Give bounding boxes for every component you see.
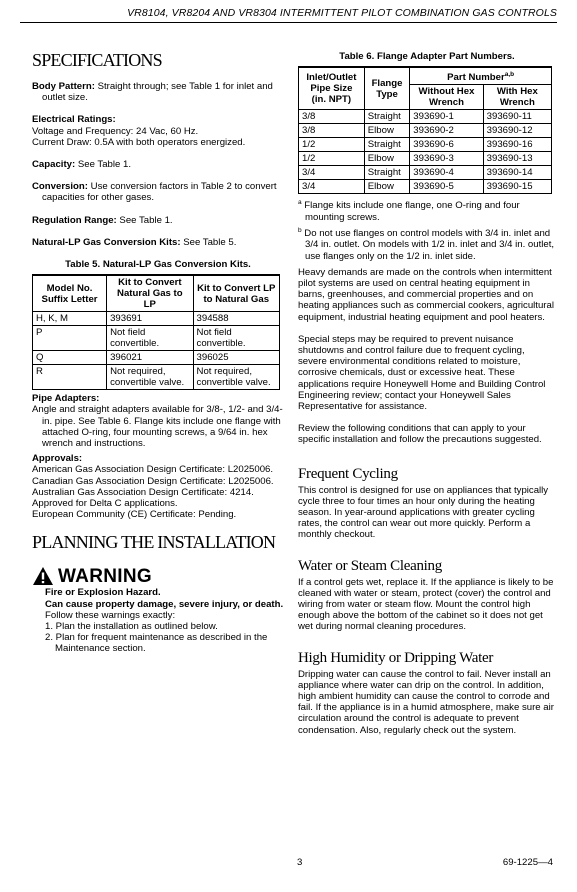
water-steam-heading: Water or Steam Cleaning [298,557,442,574]
spec-natural-lp-label: Natural-LP Gas Conversion Kits: [32,236,181,248]
table-row [33,312,280,326]
table-row [33,365,280,390]
table-cell: 393690-5 [410,180,483,194]
footnote-text: Flange kits include one flange, one O-ring and four mounting screws. [301,200,520,223]
spec-regulation-label: Regulation Range: [32,214,117,226]
warning-bold-line: Can cause property damage, severe injury, or death. [45,598,284,610]
table5-header-cell: Kit to Convert Natural Gas to LP [107,275,193,312]
table-cell: 393690-4 [410,166,483,180]
table-cell: Straight [364,166,410,180]
table-cell: 393690-11 [483,110,551,124]
humidity-heading: High Humidity or Dripping Water [298,649,494,666]
table-row [299,180,552,194]
warning-bold-line: Fire or Explosion Hazard. [45,587,161,599]
pipe-adapters [32,393,284,449]
left-column [32,28,284,655]
table5 [32,274,280,390]
page-number: 3 [297,857,303,868]
approvals-line: Approved for Delta C applications. [32,498,178,510]
table6-header-footnote-mark: a,b [504,71,515,79]
table6-header-row [299,67,552,85]
document-id: 69-1225—4 [502,857,553,868]
table-row [33,351,280,365]
table-cell: 393690-6 [410,138,483,152]
approvals-line: Australian Gas Association Design Certificate: 4214. [32,486,254,498]
approvals-line: Canadian Gas Association Design Certificate: L2025006. [32,475,274,487]
table-cell: 393690-14 [483,166,551,180]
table-cell: 393690-12 [483,124,551,138]
table-cell: 3/8 [299,110,365,124]
warning-body [32,587,284,654]
footnote-text: Do not use flanges on control models with 3/4 in. inlet and 3/4 in. outlet. On models with 1/2 in. inlet and 3/4 in. outlet, use flanges only on the 1/2 in. inlet side. [301,228,555,262]
table-cell: H, K, M [33,312,107,326]
spec-body-pattern-text: Straight through; see Table 1 for inlet and outlet size. [42,81,273,104]
table-cell: 1/2 [299,152,365,166]
table-cell: Elbow [364,180,410,194]
table6-header-part-number-text: Part Number [447,72,505,84]
table-cell: 394588 [193,312,279,326]
warning-list-item: 2. Plan for frequent maintenance as described in the Maintenance section. [45,632,268,655]
spec-electrical-line: Voltage and Frequency: 24 Vac, 60 Hz. [32,125,199,137]
table-cell: Straight [364,110,410,124]
table-cell: 393690-15 [483,180,551,194]
paragraph: Special steps may be required to prevent nuisance shutdowns and control failure due to frequent cycling, severe environmental conditions related to moisture, corrosive chemicals, dust or excessive heat. These applications require Honeywell Home and Building Control Engineering review; contact your Honeywell Sales Representative for assistance. [298,333,546,413]
spec-natural-lp-text: See Table 5. [183,236,237,248]
right-column [298,28,556,736]
table-cell: 393690-1 [410,110,483,124]
paragraph: Heavy demands are made on the controls when intermittent pilot systems are used on central heating equipment in barns, greenhouses, and commercial properties and on heating appliances such as commercial cookers, agricultural equipment, industrial heating equipment and pool heaters. [298,266,554,323]
table-row [33,326,280,351]
header-rule [20,22,557,23]
warning-title-row [32,566,284,586]
spec-natural-lp [32,237,284,248]
table-row [299,166,552,180]
spec-conversion-label: Conversion: [32,181,88,193]
table-cell: Not required, convertible valve. [107,365,193,390]
spec-regulation [32,215,284,226]
spec-electrical-line: Current Draw: 0.5A with both operators energized. [32,136,246,148]
table6-caption: Table 6. Flange Adapter Part Numbers. [339,51,515,62]
spec-conversion-text: Use conversion factors in Table 2 to convert capacities for other gases. [42,181,277,204]
table-row [299,138,552,152]
pipe-adapters-label: Pipe Adapters: [32,393,100,405]
table6-footnotes [298,197,556,261]
footnote-mark: a [298,199,302,207]
table-cell: 393690-2 [410,124,483,138]
table-cell: Straight [364,138,410,152]
spec-conversion [32,181,284,203]
spec-capacity-label: Capacity: [32,159,76,171]
table5-header-cell: Model No. Suffix Letter [33,275,107,312]
table-row [299,152,552,166]
approvals-label: Approvals: [32,453,83,465]
table-cell: 1/2 [299,138,365,152]
table6-header-without-hex: Without Hex Wrench [410,85,483,110]
table-row [299,124,552,138]
spec-capacity [32,159,284,170]
table-cell: 393690-16 [483,138,551,152]
running-header: VR8104, VR8204 AND VR8304 INTERMITTENT PILOT COMBINATION GAS CONTROLS [127,7,557,19]
table-cell: 3/8 [299,124,365,138]
table6-footnote [298,225,556,262]
warning-intro: Follow these warnings exactly: [45,609,176,621]
table-cell: R [33,365,107,390]
pipe-adapters-text: Angle and straight adapters available for 3/8-, 1/2- and 3/4-in. pipe. See Table 6. Flange kits include one flange with attached O-ring, four mounting screws, a 9/64 in. hex wrench and instructions. [32,404,283,450]
paragraph: Review the following conditions that can apply to your specific installation and follow the precautions suggested. [298,423,542,446]
specifications-heading: SPECIFICATIONS [32,50,162,70]
approvals-line: American Gas Association Design Certificate: L2025006. [32,464,274,476]
frequent-cycling-heading: Frequent Cycling [298,465,398,482]
table-cell: Elbow [364,124,410,138]
warning-title: WARNING [58,565,152,587]
table6 [298,66,552,194]
table-cell: 396025 [193,351,279,365]
planning-heading: PLANNING THE INSTALLATION [32,532,276,553]
table6-header-inlet: Inlet/Outlet Pipe Size (in. NPT) [299,67,365,110]
frequent-cycling-text: This control is designed for use on appliances that typically cycle three to four times an hour only during the heating season. In year-around applications with greater cycling rates, the control can wear out more quickly. Perform a monthly checkout. [298,484,549,541]
table-cell: 393690-3 [410,152,483,166]
table-row [299,110,552,124]
table-cell: P [33,326,107,351]
table-cell: Not field convertible. [107,326,193,351]
warning-triangle-icon [32,566,54,586]
approvals [32,453,284,520]
humidity-text: Dripping water can cause the control to fail. Never install an appliance where water can drip on the control. In addition, high ambient humidity can cause the control to corrode and fail. If the appliance is in a humid atmosphere, make sure air circulation around the control is adequate to prevent condensation. Also, regularly check out the system. [298,668,554,736]
table-cell: Not field convertible. [193,326,279,351]
table5-caption: Table 5. Natural-LP Gas Conversion Kits. [65,259,251,271]
warning-box [32,566,284,654]
approvals-line: European Community (CE) Certificate: Pending. [32,509,237,521]
spec-regulation-text: See Table 1. [119,214,173,226]
footnote-mark: b [298,226,302,234]
spec-electrical-label: Electrical Ratings: [32,114,116,126]
table6-header-flange: Flange Type [364,67,410,110]
table5-header-cell: Kit to Convert LP to Natural Gas [193,275,279,312]
table5-header-row [33,275,280,312]
water-steam-text: If a control gets wet, replace it. If the appliance is likely to be cleaned with water or steam, protect (cover) the control and wiring from water or steam flow. Mount the control high enough above the bottom of the cabinet so it does not get wet during normal cleaning procedures. [298,576,554,633]
spec-body-pattern [32,81,284,103]
table-cell: 393691 [107,312,193,326]
table-cell: Not required, convertible valve. [193,365,279,390]
table-cell: Q [33,351,107,365]
spec-body-pattern-label: Body Pattern: [32,81,95,92]
table-cell: 396021 [107,351,193,365]
table-cell: 3/4 [299,180,365,194]
table-cell: Elbow [364,152,410,166]
table6-footnote [298,197,556,223]
table-cell: 393690-13 [483,152,551,166]
table-cell: 3/4 [299,166,365,180]
spec-capacity-text: See Table 1. [77,159,132,171]
warning-list-item: 1. Plan the installation as outlined below. [45,621,218,633]
spec-electrical [32,114,284,148]
table6-header-part-number [410,67,552,85]
table6-header-with-hex: With Hex Wrench [483,85,551,110]
